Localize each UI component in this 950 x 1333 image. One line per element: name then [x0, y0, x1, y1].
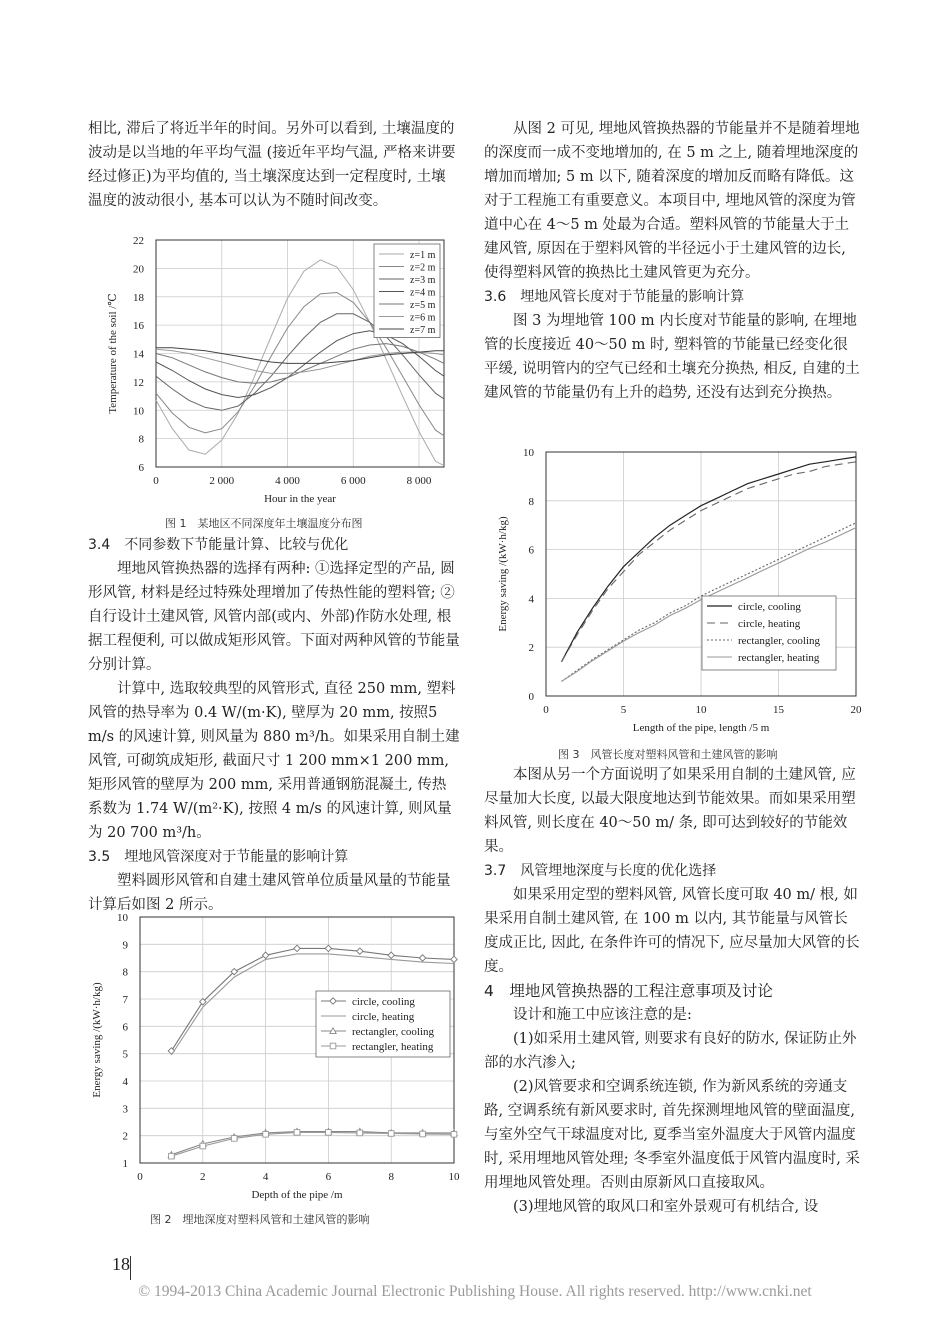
y-tick-label: 8: [122, 966, 128, 979]
x-tick-label: 6 000: [340, 475, 366, 487]
legend-label: rectangler, heating: [352, 1041, 434, 1053]
y-tick-label: 12: [133, 376, 144, 389]
heading-4: 4 埋地风管换热器的工程注意事项及讨论: [484, 982, 773, 1000]
data-point: [325, 945, 331, 951]
page-number: 18: [112, 1254, 130, 1274]
series-line-7: [156, 348, 444, 364]
legend-label: circle, heating: [352, 1011, 415, 1023]
y-tick-label: 16: [133, 320, 144, 333]
left-column-mid: [88, 533, 460, 917]
y-tick-label: 3: [122, 1103, 128, 1116]
para-3-4b: 计算中, 选取较典型的风管形式, 直径 250 mm, 塑料风管的热导率为 0.4 W/(m·K), 壁厚为 20 mm, 按照5 m/s 的风速计算, 则风量为 880 m³/h。如果采用自制土建风管, 可砌筑成矩形, 截面尺寸 1 200 mm×1 200 mm, 矩形风管的壁厚为 200 mm, 采用普通钢筋混凝土, 传热系数为 1.74 W/(m²·K), 按照 4 m/s 的风速计算, 则风量为 20 700 m³/h。: [88, 681, 460, 841]
item-2: (2)风管要求和空调系统连锁, 作为新风系统的旁通支路, 空调系统有新风要求时, 首先探测埋地风管的壁面温度, 与室外空气干球温度对比, 夏季当室外温度大于风管内温度时, 采用埋地风管处理; 冬季室外温度低于风管内温度时, 采用埋地风管处理。否则由原新风口直接取风。: [484, 1079, 860, 1191]
y-tick-label: 5: [122, 1048, 128, 1061]
y-tick-label: 8: [528, 495, 534, 508]
fig1-chart: [88, 232, 460, 512]
data-point: [231, 1136, 237, 1142]
fig1-caption: 图 1 某地区不同深度年土壤温度分布图: [165, 517, 363, 530]
y-tick-label: 0: [528, 691, 534, 703]
x-tick-label: 6: [325, 1171, 332, 1183]
fig2-chart: [84, 905, 464, 1205]
y-tick-label: 6: [138, 462, 144, 474]
y-axis-label: Energy saving /(kW·h/kg): [497, 516, 509, 632]
legend-label: z=6 m: [410, 312, 436, 324]
legend-label: circle, cooling: [352, 996, 415, 1008]
para-fig2-discussion: 从图 2 可见, 埋地风管换热器的节能量并不是随着埋地的深度而一成不变地增加的, 在 5 m 之上, 随着埋地深度的增加而增加; 5 m 以下, 随着深度的增加反而略有降低。这对于工程施工有重要意义。本项目中, 埋地风管的深度为管道中心在 4～5 m 处最为合适。塑料风管的节能量大于土建风管, 原因在于塑料风管的半径远小于土建风管的边长, 使得塑料风管的换热比土建风管更为充分。: [484, 121, 860, 281]
para-3-5: 塑料圆形风管和自建土建风管单位质量风量的节能量计算后如图 2 所示。: [88, 873, 451, 913]
x-tick-label: 5: [620, 704, 627, 716]
y-tick-label: 6: [528, 544, 534, 557]
para-fig3-discussion: 本图从另一个方面说明了如果采用自制的土建风管, 应尽量加大长度, 以最大限度地达到节能效果。而如果采用塑料风管, 则长度在 40～50 m/ 条, 即可达到较好的节能效果。: [484, 767, 856, 855]
data-point: [263, 1132, 269, 1138]
legend-label: z=5 m: [410, 300, 436, 311]
legend-label: z=1 m: [410, 250, 436, 261]
y-axis-label: Temperature of the soil /℃: [107, 293, 119, 414]
heading-3-4: 3.4 不同参数下节能量计算、比较与优化: [88, 537, 349, 553]
y-tick-label: 10: [133, 405, 144, 418]
legend-label: rectangler, cooling: [352, 1026, 435, 1038]
y-tick-label: 7: [122, 994, 128, 1006]
x-tick-label: 20: [850, 704, 862, 716]
data-point: [451, 1132, 457, 1138]
fig3-plot: [497, 447, 862, 734]
x-tick-label: 10: [695, 704, 707, 716]
data-point: [419, 955, 425, 961]
right-column-top: [484, 117, 862, 405]
legend-label: z=3 m: [410, 275, 436, 286]
fig1-plot: [107, 235, 444, 505]
para-3-4a: 埋地风管换热器的选择有两种: ①选择定型的产品, 圆形风管, 材料是经过特殊处理增加了传热性能的塑料管; ②自行设计土建风管, 风管内部(或内、外部)作防水处理, 根据工程便利, 可以做成矩形风管。下面对两种风管的节能量分别计算。: [88, 561, 460, 673]
para-3-7: 如果采用定型的塑料风管, 风管长度可取 40 m/ 根, 如果采用自制土建风管, 在 100 m 以内, 其节能量与风管长度成正比, 因此, 在条件许可的情况下, 应尽量加大风管的长度。: [484, 887, 860, 975]
legend-label: rectangler, cooling: [738, 635, 821, 647]
item-3: (3)埋地风管的取风口和室外景观可有机结合, 设: [513, 1199, 819, 1215]
x-tick-label: 0: [153, 475, 159, 487]
left-column-top: [88, 117, 460, 213]
x-axis-label: Hour in the year: [264, 493, 336, 505]
legend-label: circle, heating: [738, 618, 801, 630]
legend-label: z=2 m: [410, 262, 436, 274]
y-axis-label: Energy saving /(kW·h/kg): [91, 982, 103, 1098]
y-tick-label: 18: [133, 291, 144, 304]
fig2-caption: 图 2 埋地深度对塑料风管和土建风管的影响: [150, 1213, 370, 1226]
data-point: [357, 948, 363, 954]
fig3-chart: [488, 440, 866, 740]
heading-3-7: 3.7 风管埋地深度与长度的优化选择: [484, 863, 717, 879]
legend-marker: [330, 1043, 336, 1049]
y-tick-label: 9: [122, 939, 128, 952]
x-tick-label: 2 000: [209, 475, 235, 487]
data-point: [294, 1130, 300, 1136]
data-point: [294, 945, 300, 951]
x-tick-label: 8: [388, 1171, 394, 1183]
data-point: [451, 956, 457, 962]
heading-3-6: 3.6 埋地风管长度对于节能量的影响计算: [484, 289, 745, 305]
item-1: (1)如采用土建风管, 则要求有良好的防水, 保证防止外部的水汽渗入;: [484, 1031, 857, 1071]
y-tick-label: 4: [528, 593, 534, 606]
y-tick-label: 20: [133, 263, 144, 276]
y-tick-label: 10: [117, 912, 128, 924]
page-number-bar: [130, 1256, 131, 1280]
x-tick-label: 4 000: [275, 475, 300, 487]
data-point: [262, 952, 268, 958]
data-point: [420, 1131, 426, 1137]
fig3-caption: 图 3 风管长度对塑料风管和土建风管的影响: [558, 748, 778, 761]
legend-label: z=4 m: [410, 287, 436, 299]
copyright-footer: © 1994-2013 China Academic Journal Electronic Publishing House. All rights reserved. http://www.cnki.net: [138, 1283, 812, 1300]
x-tick-label: 0: [543, 704, 549, 716]
y-tick-label: 4: [122, 1076, 128, 1088]
legend-label: rectangler, heating: [738, 652, 820, 664]
fig2-plot: [91, 912, 460, 1201]
y-tick-label: 14: [133, 348, 144, 361]
data-point: [200, 1143, 206, 1149]
y-tick-label: 2: [122, 1130, 128, 1143]
para-4: 设计和施工中应该注意的是:: [513, 1007, 692, 1023]
series-line-4: [156, 331, 444, 398]
y-tick-label: 8: [138, 433, 144, 446]
x-tick-label: 0: [137, 1171, 143, 1183]
legend-label: z=7 m: [410, 325, 436, 336]
x-tick-label: 2: [200, 1171, 206, 1183]
data-point: [326, 1130, 332, 1136]
legend-label: circle, cooling: [738, 601, 801, 613]
data-point: [388, 1131, 394, 1137]
y-tick-label: 22: [133, 235, 144, 247]
x-axis-label: Depth of the pipe /m: [251, 1189, 343, 1201]
x-tick-label: 15: [773, 704, 784, 716]
para-intro: 相比, 滞后了将近半年的时间。另外可以看到, 土壤温度的波动是以当地的年平均气温 (接近年平均气温, 严格来讲要经过修正)为平均值的, 当土壤深度达到一定程度时, 土壤温度的波动很小, 基本可以认为不随时间改变。: [88, 121, 456, 209]
y-tick-label: 1: [122, 1158, 128, 1170]
x-tick-label: 10: [448, 1171, 460, 1183]
right-column-bottom: [484, 763, 862, 1219]
para-3-6: 图 3 为埋地管 100 m 内长度对节能量的影响, 在埋地管的长度接近 40～50 m 时, 塑料管的节能量已经变化很平缓, 说明管内的空气已经和土壤充分换热, 相反, 自建的土建风管的节能量仍有上升的趋势, 还没有达到充分换热。: [484, 313, 860, 401]
data-point: [357, 1130, 363, 1136]
x-tick-label: 4: [262, 1171, 269, 1183]
x-axis-label: Length of the pipe, length /5 m: [632, 722, 770, 734]
y-tick-label: 10: [523, 447, 534, 459]
data-point: [388, 952, 394, 958]
y-tick-label: 6: [122, 1021, 128, 1034]
y-tick-label: 2: [528, 642, 534, 655]
data-point: [169, 1153, 175, 1159]
heading-3-5: 3.5 埋地风管深度对于节能量的影响计算: [88, 849, 349, 865]
x-tick-label: 8 000: [406, 475, 432, 487]
